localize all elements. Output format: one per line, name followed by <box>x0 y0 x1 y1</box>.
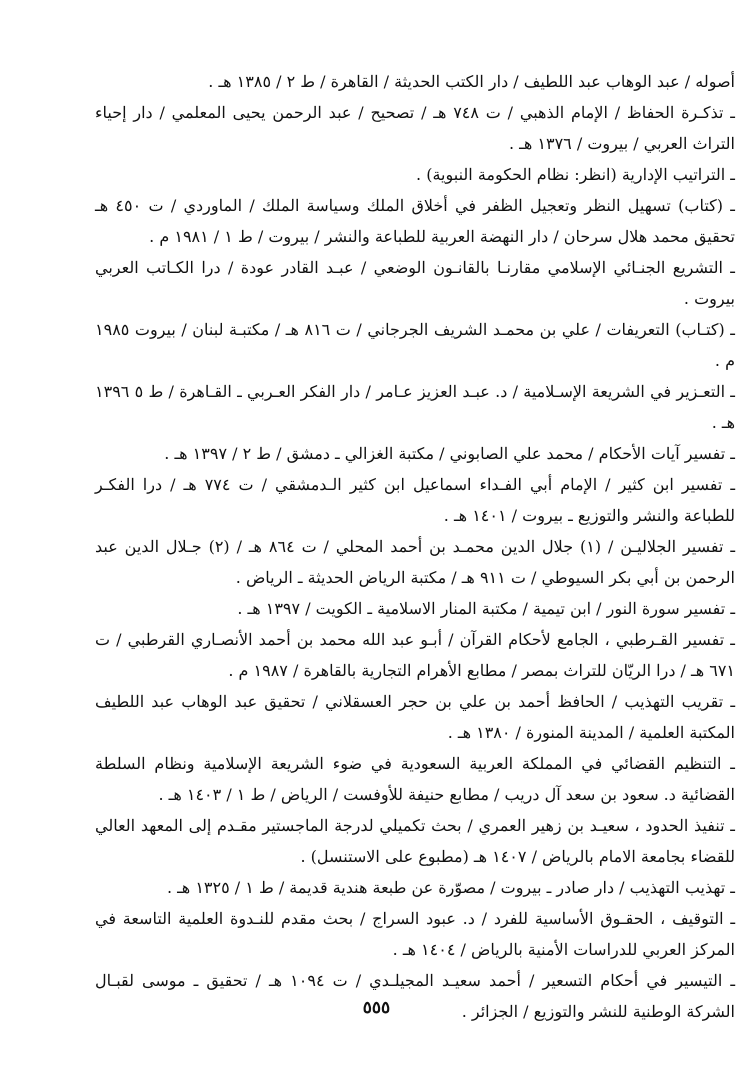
bibliography-entry: ـ التوقيف ، الحقـوق الأساسية للفرد / د. عبود السراج / بحث مقدم للنـدوة العلمية التاسعة في المركز العربي للدراسات الأمنية بالرياض / ١٤٠٤ هـ . <box>95 909 735 959</box>
page-number: ٥٥٥ <box>362 998 391 1018</box>
bibliography-entry: ـ تنفيذ الحدود ، سعيـد بن زهير العمري / بحث تكميلي لدرجة الماجستير مقـدم إلى المعهد العالي للقضاء بجامعة الامام بالرياض / ١٤٠٧ هـ (مطبوع على الاستنسل) . <box>95 816 735 866</box>
bibliography-entry: ـ تفسير ابن كثير / الإمام أبي الفـداء اسماعيل ابن كثير الـدمشقي / ت ٧٧٤ هـ / درا الفكـر للطباعة والنشر والتوزيع ـ بيروت / ١٤٠١ هـ . <box>95 475 736 525</box>
bibliography-list <box>95 66 735 1027</box>
bibliography-entry: ـ تهذيب التهذيب / دار صادر ـ بيروت / مصوّرة عن طبعة هندية قديمة / ط ١ / ١٣٢٥ هـ . <box>166 878 735 897</box>
bibliography-entry: أصوله / عبد الوهاب عبد اللطيف / دار الكتب الحديثة / القاهرة / ط ٢ / ١٣٨٥ هـ . <box>208 72 735 91</box>
bibliography-entry: ـ (كتاب) تسهيل النظر وتعجيل الظفر في أخلاق الملك وسياسة الملك / الماوردي / ت ٤٥٠ هـ تحقيق محمد هلال سرحان / دار النهضة العربية للطباعة والنشر / بيروت / ط ١ / ١٩٨١ م . <box>95 196 735 246</box>
bibliography-entry: ـ تذكـرة الحفاظ / الإمام الذهبي / ت ٧٤٨ هـ / تصحيح / عبد الرحمن يحيى المعلمي / دار إحياء التراث العربي / بيروت / ١٣٧٦ هـ . <box>95 103 735 153</box>
bibliography-entry: ـ التيسير في أحكام التسعير / أحمد سعيـد المجيلـدي / ت ١٠٩٤ هـ / تحقيق ـ موسى لقبـال الشركة الوطنية للنشر والتوزيع / الجزائر . <box>95 971 736 1021</box>
bibliography-entry: ـ التشريع الجنـائي الإسلامي مقارنـا بالقانـون الوضعي / عبـد القادر عودة / درا الكـاتب العربي بيروت . <box>95 258 735 308</box>
bibliography-entry: ـ تفسير آيات الأحكام / محمد علي الصابوني / مكتبة الغزالي ـ دمشق / ط ٢ / ١٣٩٧ هـ . <box>164 444 735 463</box>
bibliography-entry: ـ تفسير سورة النور / ابن تيمية / مكتبة المنار الاسلامية ـ الكويت / ١٣٩٧ هـ . <box>237 599 735 618</box>
bibliography-entry: ـ التنظيم القضائي في المملكة العربية السعودية في ضوء الشريعة الإسلامية ونظام السلطة القضائية د. سعود بن سعد آل دريب / مطابع حنيفة للأوفست / الرياض / ط ١ / ١٤٠٣ هـ . <box>95 754 735 804</box>
bibliography-entry: ـ تفسير الجلاليـن / (١) جلال الدين محمـد بن أحمد المحلي / ت ٨٦٤ هـ / (٢) جـلال الدين عبد الرحمن بن أبي بكر السيوطي / ت ٩١١ هـ / مكتبة الرياض الحديثة ـ الرياض . <box>95 537 736 587</box>
bibliography-page <box>95 66 735 1027</box>
bibliography-entry: ـ تقريب التهذيب / الحافظ أحمد بن علي بن حجر العسقلاني / تحقيق عبد الوهاب عبد اللطيف المكتبة العلمية / المدينة المنورة / ١٣٨٠ هـ . <box>95 692 735 742</box>
bibliography-entry: ـ تفسير القـرطبي ، الجامع لأحكام القرآن / أبـو عبد الله محمد بن أحمد الأنصـاري القرطبي / ت ٦٧١ هـ / درا الريّان للتراث بمصر / مطابع الأهرام التجارية بالقاهرة / ١٩٨٧ م . <box>95 630 735 680</box>
bibliography-entry: ـ (كتـاب) التعريفات / علي بن محمـد الشريف الجرجاني / ت ٨١٦ هـ / مكتبـة لبنان / بيروت ١٩٨٥ م . <box>95 320 735 370</box>
bibliography-entry: ـ التعـزير في الشريعة الإسـلامية / د. عبـد العزيز عـامر / دار الفكر العـربي ـ القـاهرة / ط ٥ ١٣٩٦ هـ . <box>95 382 735 432</box>
bibliography-entry: ـ التراتيب الإدارية (انظر: نظام الحكومة النبوية) . <box>416 165 735 184</box>
